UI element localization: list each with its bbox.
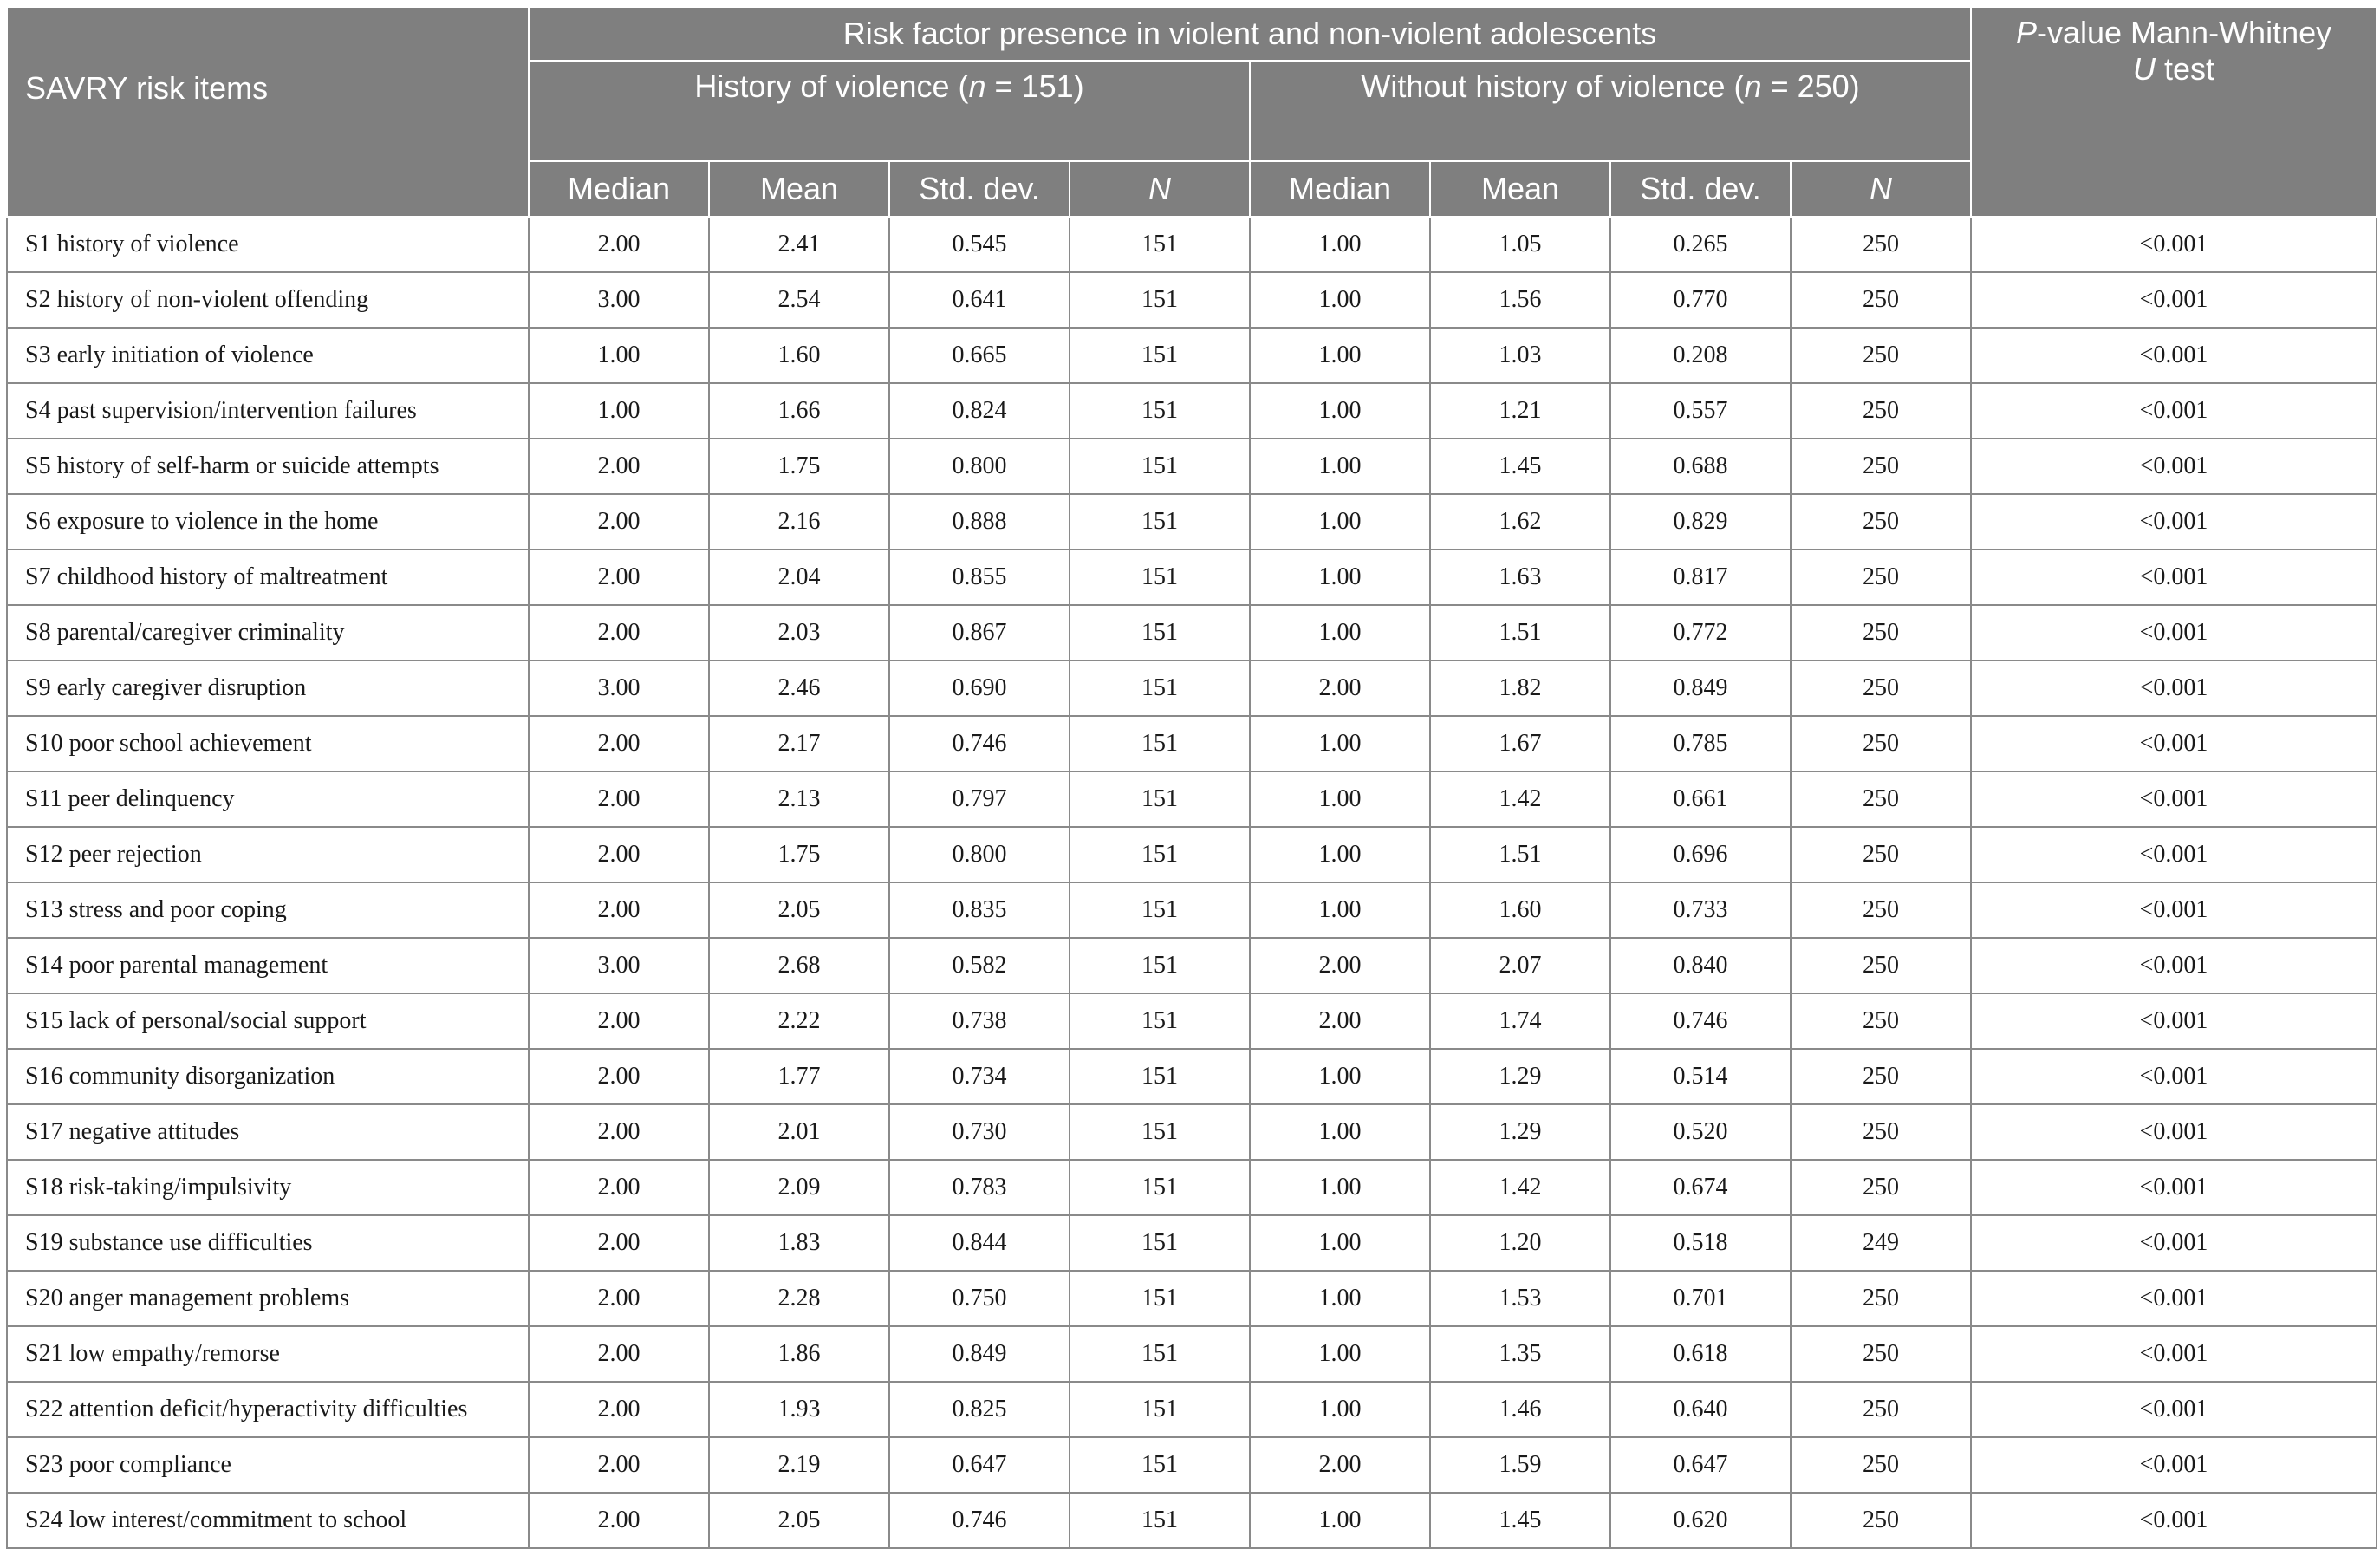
risk-item-label: S20 anger management problems: [7, 1271, 529, 1326]
nonviolent-median-header: Median: [1250, 161, 1430, 217]
violent-n-cell: 151: [1070, 494, 1250, 550]
table-row: [7, 605, 2377, 661]
risk-item-label: S11 peer delinquency: [7, 771, 529, 827]
p-value-cell: <0.001: [1971, 1049, 2377, 1104]
nonviolent-mean-cell: 1.29: [1430, 1104, 1610, 1160]
violent-mean-cell: 2.28: [709, 1271, 889, 1326]
violent-median-cell: 2.00: [529, 1437, 709, 1493]
nonviolent-n-cell: 250: [1791, 383, 1971, 439]
violent-n-cell: 151: [1070, 439, 1250, 494]
p-value-cell: <0.001: [1971, 1382, 2377, 1437]
nonviolent-median-cell: 1.00: [1250, 1049, 1430, 1104]
nonviolent-median-cell: 1.00: [1250, 383, 1430, 439]
group-nonviolent-header: [1250, 61, 1971, 161]
violent-std-dev-cell: 0.738: [889, 993, 1070, 1049]
violent-std-dev-cell: 0.665: [889, 328, 1070, 383]
nonviolent-median-cell: 1.00: [1250, 439, 1430, 494]
nonviolent-median-cell: 2.00: [1250, 1437, 1430, 1493]
violent-mean-cell: 2.13: [709, 771, 889, 827]
nonviolent-mean-cell: 1.59: [1430, 1437, 1610, 1493]
nonviolent-std-dev-cell: 0.770: [1610, 272, 1791, 328]
p-value-cell: <0.001: [1971, 993, 2377, 1049]
risk-item-label: S18 risk-taking/impulsivity: [7, 1160, 529, 1215]
nonviolent-mean-cell: 1.63: [1430, 550, 1610, 605]
nonviolent-mean-cell: 1.29: [1430, 1049, 1610, 1104]
violent-median-cell: 2.00: [529, 1326, 709, 1382]
p-header-line1: -value Mann-Whitney: [2036, 15, 2332, 50]
nonviolent-std-dev-cell: 0.620: [1610, 1493, 1791, 1548]
group-nonviolent-suffix: = 250): [1761, 68, 1860, 104]
nonviolent-std-dev-cell: 0.208: [1610, 328, 1791, 383]
nonviolent-n-cell: 250: [1791, 882, 1971, 938]
violent-mean-cell: 2.41: [709, 217, 889, 272]
table-row: [7, 439, 2377, 494]
violent-n-cell: 151: [1070, 272, 1250, 328]
nonviolent-std-dev-cell: 0.640: [1610, 1382, 1791, 1437]
violent-mean-cell: 2.01: [709, 1104, 889, 1160]
table-row: [7, 1493, 2377, 1548]
violent-median-cell: 3.00: [529, 938, 709, 993]
violent-std-dev-cell: 0.849: [889, 1326, 1070, 1382]
violent-mean-cell: 2.17: [709, 716, 889, 771]
p-value-cell: <0.001: [1971, 827, 2377, 882]
nonviolent-mean-header: Mean: [1430, 161, 1610, 217]
table-row: [7, 771, 2377, 827]
table-row: [7, 1437, 2377, 1493]
nonviolent-median-cell: 1.00: [1250, 328, 1430, 383]
table-row: [7, 716, 2377, 771]
violent-median-cell: 2.00: [529, 1104, 709, 1160]
risk-item-label: S16 community disorganization: [7, 1049, 529, 1104]
violent-mean-cell: 2.16: [709, 494, 889, 550]
violent-n-cell: 151: [1070, 771, 1250, 827]
nonviolent-median-cell: 1.00: [1250, 771, 1430, 827]
table-row: [7, 1160, 2377, 1215]
risk-item-label: S4 past supervision/intervention failures: [7, 383, 529, 439]
risk-item-label: S2 history of non-violent offending: [7, 272, 529, 328]
risk-item-label: S15 lack of personal/social support: [7, 993, 529, 1049]
violent-mean-cell: 1.83: [709, 1215, 889, 1271]
violent-n-cell: 151: [1070, 1215, 1250, 1271]
violent-n-cell: 151: [1070, 1382, 1250, 1437]
violent-std-dev-cell: 0.855: [889, 550, 1070, 605]
violent-mean-cell: 2.22: [709, 993, 889, 1049]
nonviolent-std-dev-cell: 0.829: [1610, 494, 1791, 550]
violent-std-dev-cell: 0.647: [889, 1437, 1070, 1493]
nonviolent-n-cell: 250: [1791, 716, 1971, 771]
p-value-cell: <0.001: [1971, 383, 2377, 439]
p-value-cell: <0.001: [1971, 217, 2377, 272]
risk-item-label: S21 low empathy/remorse: [7, 1326, 529, 1382]
nonviolent-median-cell: 2.00: [1250, 938, 1430, 993]
nonviolent-median-cell: 1.00: [1250, 272, 1430, 328]
nonviolent-mean-cell: 1.82: [1430, 661, 1610, 716]
nonviolent-std-dev-cell: 0.772: [1610, 605, 1791, 661]
table-row: [7, 1104, 2377, 1160]
nonviolent-median-cell: 2.00: [1250, 993, 1430, 1049]
violent-mean-cell: 1.86: [709, 1326, 889, 1382]
violent-std-dev-cell: 0.582: [889, 938, 1070, 993]
nonviolent-n-header: N: [1791, 161, 1971, 217]
nonviolent-n-cell: 250: [1791, 1049, 1971, 1104]
violent-n-header: N: [1070, 161, 1250, 217]
table-row: [7, 550, 2377, 605]
violent-n-cell: 151: [1070, 217, 1250, 272]
p-value-cell: <0.001: [1971, 882, 2377, 938]
p-value-column-header: [1971, 7, 2377, 217]
nonviolent-median-cell: 1.00: [1250, 1382, 1430, 1437]
risk-item-label: S10 poor school achievement: [7, 716, 529, 771]
violent-median-cell: 1.00: [529, 328, 709, 383]
p-value-cell: <0.001: [1971, 771, 2377, 827]
violent-median-cell: 1.00: [529, 383, 709, 439]
nonviolent-mean-cell: 1.35: [1430, 1326, 1610, 1382]
violent-mean-cell: 2.04: [709, 550, 889, 605]
nonviolent-n-cell: 250: [1791, 328, 1971, 383]
nonviolent-median-cell: 1.00: [1250, 550, 1430, 605]
p-value-cell: <0.001: [1971, 328, 2377, 383]
nonviolent-n-cell: 249: [1791, 1215, 1971, 1271]
nonviolent-n-cell: 250: [1791, 217, 1971, 272]
p-value-cell: <0.001: [1971, 1326, 2377, 1382]
violent-std-dev-cell: 0.734: [889, 1049, 1070, 1104]
violent-std-dev-cell: 0.800: [889, 439, 1070, 494]
table-row: [7, 383, 2377, 439]
group-violent-prefix: History of violence (: [694, 68, 969, 104]
violent-mean-cell: 2.05: [709, 882, 889, 938]
nonviolent-std-dev-header: Std. dev.: [1610, 161, 1791, 217]
nonviolent-median-cell: 1.00: [1250, 494, 1430, 550]
violent-n-cell: 151: [1070, 827, 1250, 882]
violent-mean-cell: 2.68: [709, 938, 889, 993]
nonviolent-mean-cell: 2.07: [1430, 938, 1610, 993]
group-violent-suffix: = 151): [985, 68, 1084, 104]
violent-mean-cell: 2.03: [709, 605, 889, 661]
violent-mean-cell: 2.09: [709, 1160, 889, 1215]
table-row: [7, 1326, 2377, 1382]
nonviolent-std-dev-cell: 0.520: [1610, 1104, 1791, 1160]
violent-median-cell: 2.00: [529, 439, 709, 494]
violent-median-cell: 2.00: [529, 1271, 709, 1326]
nonviolent-n-cell: 250: [1791, 1437, 1971, 1493]
risk-item-label: S19 substance use difficulties: [7, 1215, 529, 1271]
violent-std-dev-header: Std. dev.: [889, 161, 1070, 217]
violent-median-cell: 2.00: [529, 827, 709, 882]
risk-item-label: S24 low interest/commitment to school: [7, 1493, 529, 1548]
risk-item-label: S9 early caregiver disruption: [7, 661, 529, 716]
nonviolent-mean-cell: 1.56: [1430, 272, 1610, 328]
violent-std-dev-cell: 0.824: [889, 383, 1070, 439]
table-row: [7, 1271, 2377, 1326]
violent-n-cell: 151: [1070, 1493, 1250, 1548]
violent-std-dev-cell: 0.867: [889, 605, 1070, 661]
nonviolent-std-dev-cell: 0.514: [1610, 1049, 1791, 1104]
table-row: [7, 494, 2377, 550]
violent-mean-cell: 2.05: [709, 1493, 889, 1548]
nonviolent-median-cell: 1.00: [1250, 716, 1430, 771]
violent-mean-cell: 2.54: [709, 272, 889, 328]
nonviolent-n-cell: 250: [1791, 1160, 1971, 1215]
violent-median-cell: 2.00: [529, 605, 709, 661]
violent-median-cell: 2.00: [529, 716, 709, 771]
p-value-cell: <0.001: [1971, 661, 2377, 716]
nonviolent-median-cell: 2.00: [1250, 661, 1430, 716]
violent-median-cell: 2.00: [529, 1049, 709, 1104]
risk-item-label: S12 peer rejection: [7, 827, 529, 882]
violent-median-cell: 3.00: [529, 272, 709, 328]
violent-std-dev-cell: 0.844: [889, 1215, 1070, 1271]
group-nonviolent-n-symbol: n: [1744, 68, 1762, 104]
p-value-cell: <0.001: [1971, 1493, 2377, 1548]
nonviolent-median-cell: 1.00: [1250, 1160, 1430, 1215]
nonviolent-median-cell: 1.00: [1250, 1215, 1430, 1271]
nonviolent-mean-cell: 1.42: [1430, 771, 1610, 827]
nonviolent-mean-cell: 1.45: [1430, 1493, 1610, 1548]
risk-item-label: S8 parental/caregiver criminality: [7, 605, 529, 661]
risk-item-label: S1 history of violence: [7, 217, 529, 272]
violent-n-cell: 151: [1070, 938, 1250, 993]
violent-std-dev-cell: 0.545: [889, 217, 1070, 272]
nonviolent-median-cell: 1.00: [1250, 217, 1430, 272]
nonviolent-std-dev-cell: 0.647: [1610, 1437, 1791, 1493]
table-row: [7, 1382, 2377, 1437]
violent-n-cell: 151: [1070, 1160, 1250, 1215]
violent-n-cell: 151: [1070, 716, 1250, 771]
violent-std-dev-cell: 0.888: [889, 494, 1070, 550]
nonviolent-mean-cell: 1.60: [1430, 882, 1610, 938]
violent-n-cell: 151: [1070, 550, 1250, 605]
p-value-cell: <0.001: [1971, 1160, 2377, 1215]
p-value-cell: <0.001: [1971, 272, 2377, 328]
violent-n-cell: 151: [1070, 328, 1250, 383]
table-body: [7, 217, 2377, 1548]
violent-std-dev-cell: 0.835: [889, 882, 1070, 938]
violent-median-cell: 2.00: [529, 494, 709, 550]
u-symbol: U: [2133, 51, 2156, 87]
table-row: [7, 272, 2377, 328]
risk-item-label: S22 attention deficit/hyperactivity difficulties: [7, 1382, 529, 1437]
violent-median-cell: 3.00: [529, 661, 709, 716]
nonviolent-n-cell: 250: [1791, 827, 1971, 882]
p-value-cell: <0.001: [1971, 938, 2377, 993]
nonviolent-std-dev-cell: 0.688: [1610, 439, 1791, 494]
nonviolent-n-cell: 250: [1791, 993, 1971, 1049]
nonviolent-std-dev-cell: 0.518: [1610, 1215, 1791, 1271]
p-value-cell: <0.001: [1971, 605, 2377, 661]
nonviolent-std-dev-cell: 0.618: [1610, 1326, 1791, 1382]
nonviolent-n-cell: 250: [1791, 771, 1971, 827]
risk-item-label: S3 early initiation of violence: [7, 328, 529, 383]
violent-std-dev-cell: 0.730: [889, 1104, 1070, 1160]
table-row: [7, 661, 2377, 716]
nonviolent-n-cell: 250: [1791, 661, 1971, 716]
nonviolent-n-cell: 250: [1791, 1382, 1971, 1437]
nonviolent-mean-cell: 1.51: [1430, 605, 1610, 661]
violent-mean-cell: 1.93: [709, 1382, 889, 1437]
p-value-cell: <0.001: [1971, 1104, 2377, 1160]
violent-std-dev-cell: 0.783: [889, 1160, 1070, 1215]
nonviolent-std-dev-cell: 0.696: [1610, 827, 1791, 882]
violent-mean-cell: 1.66: [709, 383, 889, 439]
nonviolent-mean-cell: 1.45: [1430, 439, 1610, 494]
table-row: [7, 217, 2377, 272]
p-symbol: P: [2015, 15, 2037, 50]
violent-median-cell: 2.00: [529, 1382, 709, 1437]
violent-mean-cell: 2.46: [709, 661, 889, 716]
nonviolent-mean-cell: 1.53: [1430, 1271, 1610, 1326]
violent-std-dev-cell: 0.641: [889, 272, 1070, 328]
nonviolent-mean-cell: 1.67: [1430, 716, 1610, 771]
violent-median-header: Median: [529, 161, 709, 217]
nonviolent-std-dev-cell: 0.746: [1610, 993, 1791, 1049]
nonviolent-n-cell: 250: [1791, 550, 1971, 605]
table-row: [7, 882, 2377, 938]
nonviolent-std-dev-cell: 0.733: [1610, 882, 1791, 938]
violent-mean-cell: 2.19: [709, 1437, 889, 1493]
savry-risk-table: [6, 6, 2377, 1549]
spanning-title: Risk factor presence in violent and non-violent adolescents: [529, 7, 1971, 61]
violent-n-cell: 151: [1070, 1326, 1250, 1382]
violent-mean-cell: 1.75: [709, 827, 889, 882]
violent-std-dev-cell: 0.800: [889, 827, 1070, 882]
violent-n-cell: 151: [1070, 1049, 1250, 1104]
violent-std-dev-cell: 0.750: [889, 1271, 1070, 1326]
nonviolent-median-cell: 1.00: [1250, 1493, 1430, 1548]
nonviolent-mean-cell: 1.03: [1430, 328, 1610, 383]
violent-std-dev-cell: 0.746: [889, 716, 1070, 771]
p-value-cell: <0.001: [1971, 550, 2377, 605]
nonviolent-mean-cell: 1.20: [1430, 1215, 1610, 1271]
violent-std-dev-cell: 0.746: [889, 1493, 1070, 1548]
violent-median-cell: 2.00: [529, 217, 709, 272]
nonviolent-std-dev-cell: 0.661: [1610, 771, 1791, 827]
violent-median-cell: 2.00: [529, 993, 709, 1049]
violent-n-cell: 151: [1070, 605, 1250, 661]
nonviolent-std-dev-cell: 0.265: [1610, 217, 1791, 272]
risk-item-label: S7 childhood history of maltreatment: [7, 550, 529, 605]
risk-item-label: S23 poor compliance: [7, 1437, 529, 1493]
table-row: [7, 993, 2377, 1049]
group-violent-n-symbol: n: [968, 68, 986, 104]
table-row: [7, 938, 2377, 993]
risk-item-label: S17 negative attitudes: [7, 1104, 529, 1160]
nonviolent-mean-cell: 1.21: [1430, 383, 1610, 439]
risk-item-label: S6 exposure to violence in the home: [7, 494, 529, 550]
violent-std-dev-cell: 0.797: [889, 771, 1070, 827]
violent-median-cell: 2.00: [529, 550, 709, 605]
p-value-cell: <0.001: [1971, 1437, 2377, 1493]
nonviolent-mean-cell: 1.42: [1430, 1160, 1610, 1215]
risk-item-label: S14 poor parental management: [7, 938, 529, 993]
nonviolent-mean-cell: 1.51: [1430, 827, 1610, 882]
nonviolent-n-cell: 250: [1791, 272, 1971, 328]
table-row: [7, 1215, 2377, 1271]
item-column-header: SAVRY risk items: [7, 7, 529, 217]
risk-item-label: S5 history of self-harm or suicide attempts: [7, 439, 529, 494]
violent-n-cell: 151: [1070, 1271, 1250, 1326]
nonviolent-std-dev-cell: 0.817: [1610, 550, 1791, 605]
violent-n-cell: 151: [1070, 993, 1250, 1049]
nonviolent-mean-cell: 1.74: [1430, 993, 1610, 1049]
nonviolent-std-dev-cell: 0.785: [1610, 716, 1791, 771]
violent-median-cell: 2.00: [529, 1160, 709, 1215]
violent-n-cell: 151: [1070, 882, 1250, 938]
nonviolent-median-cell: 1.00: [1250, 827, 1430, 882]
nonviolent-n-cell: 250: [1791, 439, 1971, 494]
violent-median-cell: 2.00: [529, 1493, 709, 1548]
p-value-cell: <0.001: [1971, 1215, 2377, 1271]
nonviolent-n-cell: 250: [1791, 494, 1971, 550]
violent-n-cell: 151: [1070, 383, 1250, 439]
violent-mean-cell: 1.75: [709, 439, 889, 494]
nonviolent-median-cell: 1.00: [1250, 605, 1430, 661]
nonviolent-n-cell: 250: [1791, 1271, 1971, 1326]
nonviolent-median-cell: 1.00: [1250, 1326, 1430, 1382]
nonviolent-median-cell: 1.00: [1250, 882, 1430, 938]
nonviolent-std-dev-cell: 0.674: [1610, 1160, 1791, 1215]
violent-n-cell: 151: [1070, 1437, 1250, 1493]
violent-std-dev-cell: 0.825: [889, 1382, 1070, 1437]
group-nonviolent-prefix: Without history of violence (: [1361, 68, 1745, 104]
violent-median-cell: 2.00: [529, 1215, 709, 1271]
nonviolent-n-cell: 250: [1791, 1104, 1971, 1160]
nonviolent-n-cell: 250: [1791, 1326, 1971, 1382]
nonviolent-n-cell: 250: [1791, 938, 1971, 993]
violent-n-cell: 151: [1070, 661, 1250, 716]
nonviolent-n-cell: 250: [1791, 1493, 1971, 1548]
nonviolent-std-dev-cell: 0.840: [1610, 938, 1791, 993]
group-violent-header: [529, 61, 1250, 161]
nonviolent-std-dev-cell: 0.849: [1610, 661, 1791, 716]
violent-mean-header: Mean: [709, 161, 889, 217]
violent-n-cell: 151: [1070, 1104, 1250, 1160]
table-row: [7, 328, 2377, 383]
p-value-cell: <0.001: [1971, 494, 2377, 550]
p-value-cell: <0.001: [1971, 1271, 2377, 1326]
violent-median-cell: 2.00: [529, 771, 709, 827]
nonviolent-mean-cell: 1.05: [1430, 217, 1610, 272]
p-header-line2: test: [2156, 51, 2215, 87]
p-value-cell: <0.001: [1971, 716, 2377, 771]
nonviolent-mean-cell: 1.46: [1430, 1382, 1610, 1437]
nonviolent-n-cell: 250: [1791, 605, 1971, 661]
nonviolent-median-cell: 1.00: [1250, 1271, 1430, 1326]
violent-mean-cell: 1.60: [709, 328, 889, 383]
nonviolent-std-dev-cell: 0.557: [1610, 383, 1791, 439]
violent-std-dev-cell: 0.690: [889, 661, 1070, 716]
table-row: [7, 827, 2377, 882]
violent-median-cell: 2.00: [529, 882, 709, 938]
table-row: [7, 1049, 2377, 1104]
p-value-cell: <0.001: [1971, 439, 2377, 494]
nonviolent-median-cell: 1.00: [1250, 1104, 1430, 1160]
nonviolent-std-dev-cell: 0.701: [1610, 1271, 1791, 1326]
violent-mean-cell: 1.77: [709, 1049, 889, 1104]
risk-item-label: S13 stress and poor coping: [7, 882, 529, 938]
nonviolent-mean-cell: 1.62: [1430, 494, 1610, 550]
table-header: [7, 7, 2377, 217]
